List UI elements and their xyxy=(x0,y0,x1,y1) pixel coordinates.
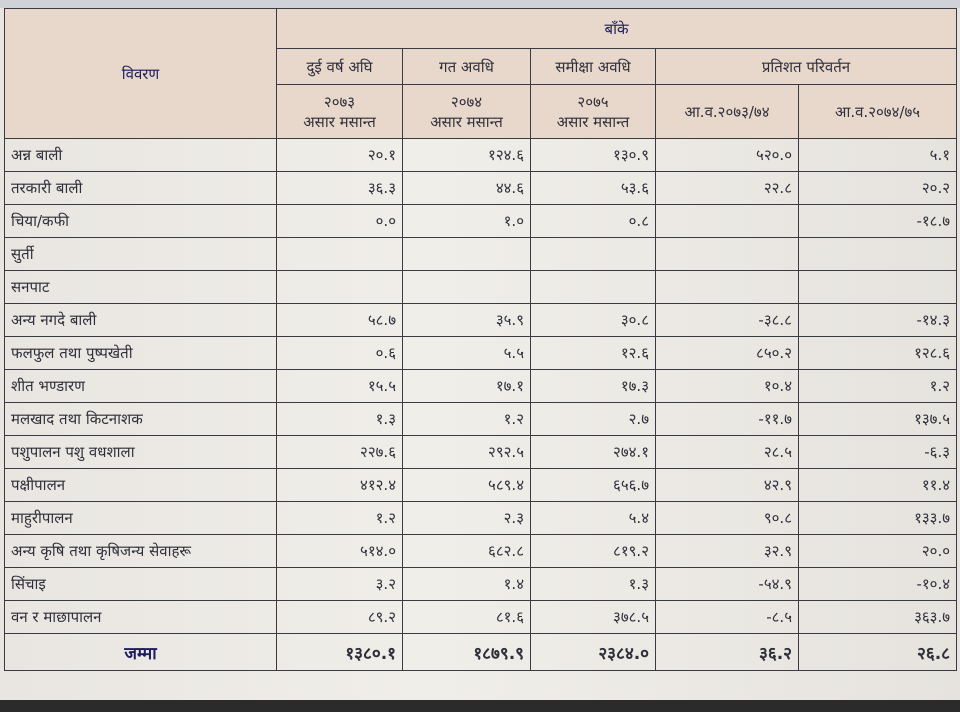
cell-value: १.२ xyxy=(277,502,403,535)
row-label: तरकारी बाली xyxy=(5,172,277,205)
cell-value: ४२.९ xyxy=(656,469,799,502)
total-value: १८७९.९ xyxy=(403,634,531,671)
page-top-edge xyxy=(0,0,960,8)
cell-value: -१८.७ xyxy=(799,205,957,238)
cell-value: -६.३ xyxy=(799,436,957,469)
cell-value: १.४ xyxy=(403,568,531,601)
row-label: अन्य नगदे बाली xyxy=(5,304,277,337)
cell-value xyxy=(656,205,799,238)
description-header: विवरण xyxy=(5,9,277,139)
cell-value: १.३ xyxy=(277,403,403,436)
cell-value: ५.४ xyxy=(531,502,656,535)
cell-value: १७.३ xyxy=(531,370,656,403)
table-row xyxy=(5,601,957,634)
row-label: सिंचाइ xyxy=(5,568,277,601)
cell-value: १२.६ xyxy=(531,337,656,370)
cell-value: ३६.३ xyxy=(277,172,403,205)
page-bottom-edge xyxy=(0,700,960,712)
table-row xyxy=(5,502,957,535)
period-year: २०७५ xyxy=(577,92,609,111)
agriculture-loan-table xyxy=(4,8,957,671)
cell-value: १३७.५ xyxy=(799,403,957,436)
cell-value: २८.५ xyxy=(656,436,799,469)
cell-value: ८९.२ xyxy=(277,601,403,634)
cell-value: १०.४ xyxy=(656,370,799,403)
row-label: चिया/कफी xyxy=(5,205,277,238)
cell-value: ३.२ xyxy=(277,568,403,601)
row-label: अन्य कृषि तथा कृषिजन्य सेवाहरू xyxy=(5,535,277,568)
row-label: पक्षीपालन xyxy=(5,469,277,502)
table-row xyxy=(5,271,957,304)
cell-value xyxy=(656,271,799,304)
row-label: अन्न बाली xyxy=(5,139,277,172)
cell-value: १.० xyxy=(403,205,531,238)
cell-value: २९२.५ xyxy=(403,436,531,469)
cell-value: -११.७ xyxy=(656,403,799,436)
cell-value: ८१.६ xyxy=(403,601,531,634)
table-row xyxy=(5,172,957,205)
total-value: २३८४.० xyxy=(531,634,656,671)
cell-value xyxy=(656,238,799,271)
cell-value: २०.० xyxy=(799,535,957,568)
table-row xyxy=(5,469,957,502)
cell-value: ८५०.२ xyxy=(656,337,799,370)
cell-value: १५.५ xyxy=(277,370,403,403)
cell-value: -१४.३ xyxy=(799,304,957,337)
cell-value: ८१९.२ xyxy=(531,535,656,568)
cell-value: ५३.६ xyxy=(531,172,656,205)
total-value: ३६.२ xyxy=(656,634,799,671)
table-row xyxy=(5,535,957,568)
cell-value: ३२.९ xyxy=(656,535,799,568)
cell-value: १२८.६ xyxy=(799,337,957,370)
cell-value xyxy=(531,271,656,304)
cell-value: २२.८ xyxy=(656,172,799,205)
cell-value: १.२ xyxy=(799,370,957,403)
cell-value: ५.१ xyxy=(799,139,957,172)
period-label: असार मसान्त xyxy=(430,112,503,131)
cell-value: -५४.९ xyxy=(656,568,799,601)
col-period-2073 xyxy=(277,85,403,139)
col-period-2074 xyxy=(403,85,531,139)
cell-value: ५.५ xyxy=(403,337,531,370)
col-header-two-years-ago: दुई वर्ष अघि xyxy=(277,49,403,85)
col-pct-7374: आ.व.२०७३/७४ xyxy=(656,85,799,139)
cell-value: १.२ xyxy=(403,403,531,436)
period-label: असार मसान्त xyxy=(556,112,630,131)
cell-value: १.३ xyxy=(531,568,656,601)
table-row xyxy=(5,304,957,337)
cell-value: १२४.६ xyxy=(403,139,531,172)
total-row xyxy=(5,634,957,671)
cell-value xyxy=(799,238,957,271)
cell-value: १३३.७ xyxy=(799,502,957,535)
cell-value: ४४.६ xyxy=(403,172,531,205)
cell-value: ५२०.० xyxy=(656,139,799,172)
cell-value: ११.४ xyxy=(799,469,957,502)
district-group-header: बाँके xyxy=(277,9,957,49)
period-year: २०७३ xyxy=(323,92,356,111)
cell-value: ५८९.४ xyxy=(403,469,531,502)
row-label: सनपाट xyxy=(5,271,277,304)
cell-value: २०.१ xyxy=(277,139,403,172)
cell-value: ३६३.७ xyxy=(799,601,957,634)
cell-value xyxy=(277,271,403,304)
cell-value: २.३ xyxy=(403,502,531,535)
col-header-percent-change: प्रतिशत परिवर्तन xyxy=(656,49,957,85)
cell-value: १७.१ xyxy=(403,370,531,403)
table-row xyxy=(5,205,957,238)
cell-value: ३५.९ xyxy=(403,304,531,337)
table-row xyxy=(5,568,957,601)
row-label: पशुपालन पशु वधशाला xyxy=(5,436,277,469)
row-label: वन र माछापालन xyxy=(5,601,277,634)
cell-value: २.७ xyxy=(531,403,656,436)
row-label: शीत भण्डारण xyxy=(5,370,277,403)
cell-value: ३०.८ xyxy=(531,304,656,337)
cell-value: ३७८.५ xyxy=(531,601,656,634)
period-label: असार मसान्त xyxy=(303,112,376,131)
row-label: मलखाद तथा किटनाशक xyxy=(5,403,277,436)
cell-value: ०.८ xyxy=(531,205,656,238)
table-row xyxy=(5,139,957,172)
table-row xyxy=(5,238,957,271)
table-row xyxy=(5,436,957,469)
cell-value: -८.५ xyxy=(656,601,799,634)
row-label: फलफुल तथा पुष्पखेती xyxy=(5,337,277,370)
col-header-last-period: गत अवधि xyxy=(403,49,531,85)
cell-value: २७४.१ xyxy=(531,436,656,469)
cell-value: २०.२ xyxy=(799,172,957,205)
total-label: जम्मा xyxy=(5,634,277,671)
cell-value: ६८२.८ xyxy=(403,535,531,568)
cell-value: -३८.८ xyxy=(656,304,799,337)
cell-value: ४१२.४ xyxy=(277,469,403,502)
period-year: २०७४ xyxy=(450,92,483,111)
cell-value: २२७.६ xyxy=(277,436,403,469)
row-label: माहुरीपालन xyxy=(5,502,277,535)
cell-value xyxy=(403,271,531,304)
cell-value xyxy=(277,238,403,271)
total-value: १३८०.१ xyxy=(277,634,403,671)
col-header-review-period: समीक्षा अवधि xyxy=(531,49,656,85)
cell-value xyxy=(531,238,656,271)
cell-value: -१०.४ xyxy=(799,568,957,601)
table-row xyxy=(5,403,957,436)
row-label: सुर्ती xyxy=(5,238,277,271)
cell-value: ०.० xyxy=(277,205,403,238)
cell-value: ५१४.० xyxy=(277,535,403,568)
cell-value: ५८.७ xyxy=(277,304,403,337)
cell-value: १३०.९ xyxy=(531,139,656,172)
cell-value: ६५६.७ xyxy=(531,469,656,502)
total-value: २६.८ xyxy=(799,634,957,671)
cell-value: ०.६ xyxy=(277,337,403,370)
col-pct-7475: आ.व.२०७४/७५ xyxy=(799,85,957,139)
cell-value: ९०.८ xyxy=(656,502,799,535)
table-row xyxy=(5,370,957,403)
col-period-2075 xyxy=(531,85,656,139)
table-row xyxy=(5,337,957,370)
cell-value xyxy=(403,238,531,271)
cell-value xyxy=(799,271,957,304)
